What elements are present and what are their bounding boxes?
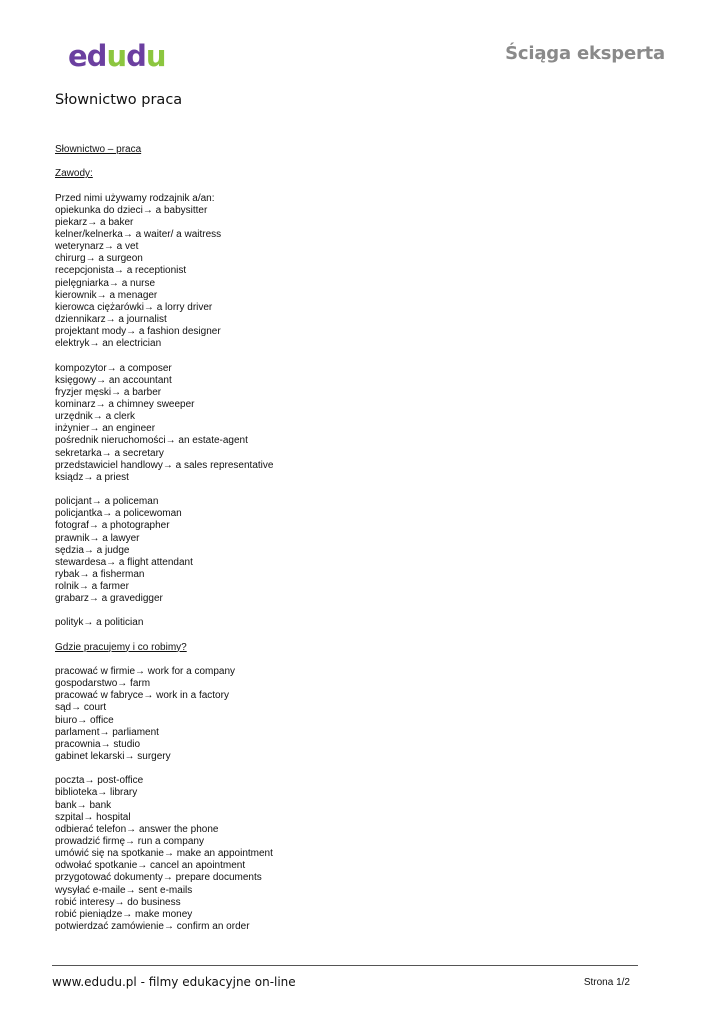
vocab-entry: inżynier→ an engineer [55,423,156,435]
document-body [55,144,655,933]
vocab-group-2 [55,363,655,484]
vocab-entry: kierownik→ a menager [55,289,158,301]
vocab-entry: odbierać telefon→ answer the phone [55,823,219,835]
vocab-entry: piekarz→ a baker [55,216,134,228]
spacer [55,180,655,192]
spacer [55,763,655,775]
vocab-entry: recepcjonista→ a receptionist [55,265,187,277]
vocab-group-3 [55,496,655,605]
vocab-entry: polityk→ a politician [55,617,144,629]
vocab-entry: kominarz→ a chimney sweeper [55,398,195,410]
vocab-entry: weterynarz→ a vet [55,241,139,253]
section-heading-professions: Zawody: [55,168,93,180]
vocab-entry: prowadzić firmę→ run a company [55,836,204,848]
vocab-entry: pielęgniarka→ a nurse [55,277,156,289]
vocab-entry: grabarz→ a gravedigger [55,593,163,605]
vocab-entry: odwołać spotkanie→ cancel an apointment [55,860,246,872]
edudu-logo-image [54,36,190,76]
svg-text:edudu: edudu [68,39,166,73]
vocab-entry: rybak→ a fisherman [55,568,145,580]
vocab-entry: sędzia→ a judge [55,544,130,556]
vocab-entry: biuro→ office [55,714,114,726]
spacer [55,654,655,666]
vocab-group-1 [55,205,655,351]
page-number: Strona 1/2 [583,977,630,988]
vocab-entry: bank→ bank [55,799,112,811]
spacer [55,484,655,496]
vocab-entry: policjantka→ a policewoman [55,508,182,520]
vocab-entry: kierowca ciężarówki→ a lorry driver [55,301,213,313]
vocab-entry: przygotować dokumenty→ prepare documents [55,872,262,884]
vocab-entry: policjant→ a policeman [55,496,159,508]
spacer [55,350,655,362]
vocab-entry: gospodarstwo→ farm [55,678,151,690]
vocab-entry: elektryk→ an electrician [55,338,162,350]
vocab-entry: księgowy→ an accountant [55,374,172,386]
vocab-entry: dziennikarz→ a journalist [55,313,167,325]
vocab-entry: poczta→ post-office [55,775,144,787]
spacer [55,605,655,617]
vocab-entry: chirurg→ a surgeon [55,253,143,265]
vocab-entry: pośrednik nieruchomości→ an estate-agent [55,435,248,447]
vocab-entry: sekretarka→ a secretary [55,447,164,459]
vocab-entry: szpital→ hospital [55,811,131,823]
page-title: Słownictwo praca [55,92,183,108]
vocab-entry: wysyłać e-maile→ sent e-mails [55,884,193,896]
document-heading: Słownictwo – praca [55,144,142,155]
vocab-entry: prawnik→ a lawyer [55,532,140,544]
vocab-entry: robić interesy→ do business [55,896,181,908]
vocab-entry: urzędnik→ a clerk [55,411,136,423]
vocab-entry: kompozytor→ a composer [55,362,172,374]
vocab-entry: fryzjer męski→ a barber [55,386,162,398]
header-title: Ściąga eksperta [505,43,665,64]
vocab-group-4 [55,617,655,629]
vocab-entry: opiekunka do dzieci→ a babysitter [55,204,208,216]
intro-text: Przed nimi używamy rodzajnik a/an: [55,192,215,204]
vocab-entry: kelner/kelnerka→ a waiter/ a waitress [55,228,222,240]
vocab-entry: potwierdzać zamówienie→ confirm an order [55,921,250,932]
edudu-logo[interactable] [54,36,190,76]
vocab-entry: fotograf→ a photographer [55,520,170,532]
vocab-entry: robić pieniądze→ make money [55,908,193,920]
vocab-entry: stewardesa→ a flight attendant [55,556,193,568]
vocab-entry: przedstawiciel handlowy→ a sales representative [55,459,274,471]
vocab-entry: projektant mody→ a fashion designer [55,326,221,338]
vocab-entry: pracować w fabryce→ work in a factory [55,690,229,702]
footer-divider [52,965,638,966]
footer-site-link[interactable]: www.edudu.pl - filmy edukacyjne on-line [52,975,296,989]
vocab-entry: umówić się na spotkanie→ make an appointment [55,848,273,860]
vocab-entry: sąd→ court [55,702,107,714]
vocab-entry: pracownia→ studio [55,738,141,750]
vocab-entry: ksiądz→ a priest [55,471,129,483]
spacer [55,156,655,168]
vocab-entry: pracować w firmie→ work for a company [55,666,236,678]
vocab-entry: parlament→ parliament [55,726,159,738]
vocab-group-6 [55,775,655,933]
vocab-entry: gabinet lekarski→ surgery [55,751,171,763]
vocab-entry: biblioteka→ library [55,787,138,799]
vocab-group-5 [55,666,655,763]
spacer [55,630,655,642]
section-heading-workplaces: Gdzie pracujemy i co robimy? [55,641,187,653]
vocab-entry: rolnik→ a farmer [55,581,129,593]
